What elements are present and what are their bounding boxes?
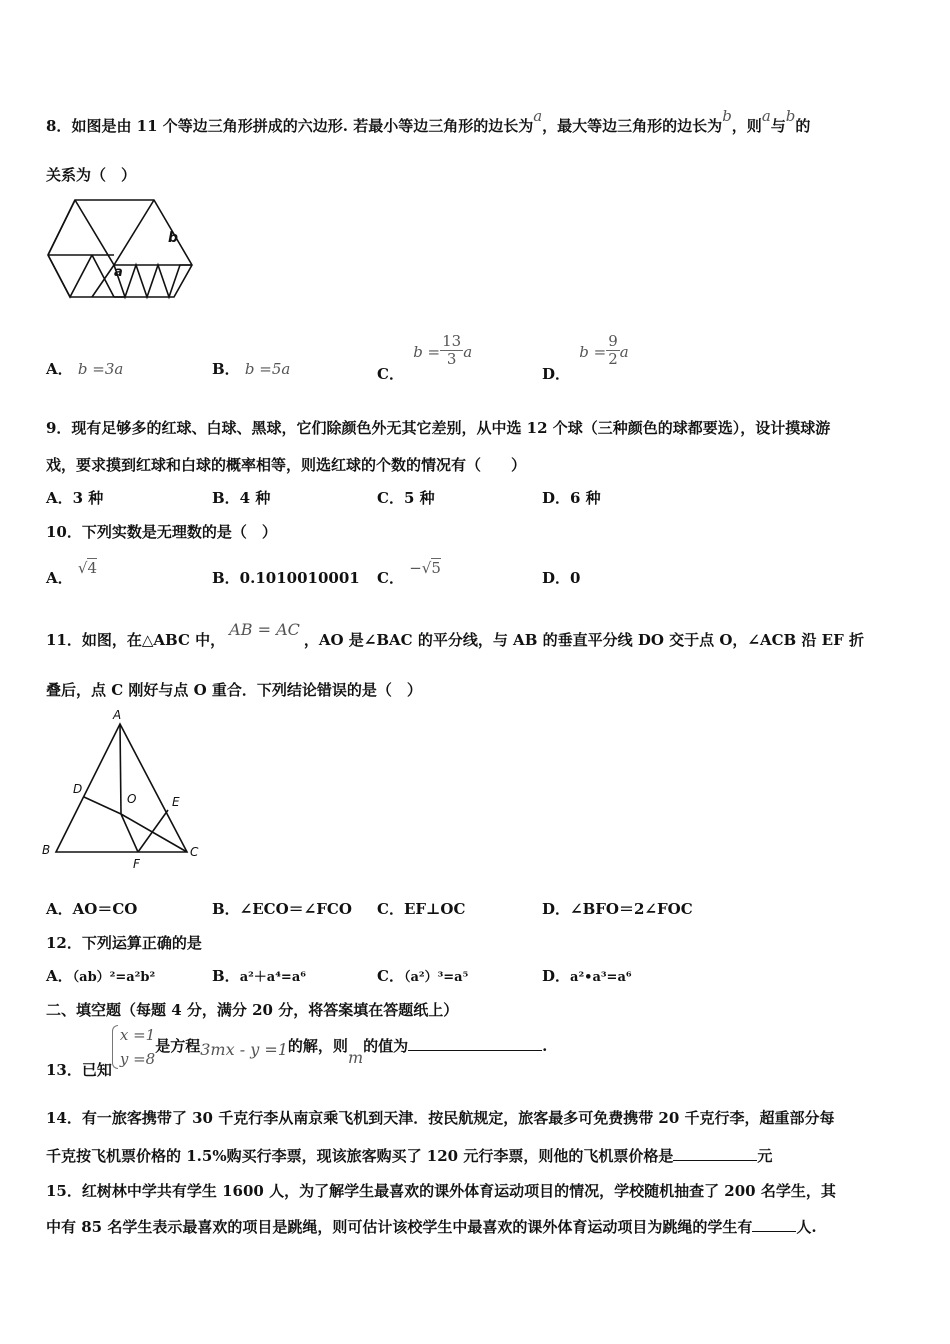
var-a: a (533, 107, 543, 125)
q9-option-c[interactable]: C．5 种 (377, 489, 435, 507)
q10-option-c[interactable]: C． −√5 (377, 559, 441, 587)
q11-option-d[interactable]: D．∠BFO＝2∠FOC (542, 900, 693, 918)
q10-option-a[interactable]: A． √4 (46, 559, 97, 587)
q8-option-a[interactable]: A． b =3a (46, 360, 124, 378)
q12-option-b[interactable]: B．a²＋a⁴=a⁶ (212, 967, 306, 985)
var-b: b (722, 107, 732, 125)
equation-system: x =1 y =8 (112, 1023, 155, 1071)
equation: 3mx - y =1 (200, 1040, 288, 1059)
triangle-figure (40, 704, 210, 874)
section-title: 二、填空题（每题 4 分，满分 20 分，将答案填在答题纸上） (46, 1001, 459, 1019)
q12-line1: 12．下列运算正确的是 (46, 934, 202, 952)
q14-line2: 千克按飞机票价格的 1.5%购买行李票，现该旅客购买了 120 元行李票，则他的飞机票价格是 元 (46, 1147, 773, 1165)
label-F: F (133, 857, 140, 871)
q15-line1: 15．红树林中学共有学生 1600 人，为了解学生最喜欢的课外体育运动项目的情况，学校随机抽查了 200 名学生，其 (46, 1182, 836, 1200)
q9-line2: 戏，要求摸到红球和白球的概率相等，则选红球的个数的情况有（ ） (46, 456, 527, 474)
answer-blank[interactable] (408, 1036, 542, 1051)
q8-option-d[interactable]: D． b = $\frac{9}{2}$ a (542, 332, 629, 383)
q8-option-b[interactable]: B． b =5a (212, 360, 291, 378)
q9-line1: 9．现有足够多的红球、白球、黑球，它们除颜色外无其它差别，从中选 12 个球（三种颜色的球都要选），设计摸球游 (46, 419, 831, 437)
q14-line1: 14．有一旅客携带了 30 千克行李从南京乘飞机到天津．按民航规定，旅客最多可免费携带 20 千克行李，超重部分每 (46, 1109, 835, 1127)
q9-option-b[interactable]: B．4 种 (212, 489, 271, 507)
hexagon-figure (44, 196, 194, 301)
q8-option-c[interactable]: C． b = $\frac{13}{3}$ a (377, 332, 473, 383)
q11-line2: 叠后，点 C 刚好与点 O 重合．下列结论错误的是（ ） (46, 681, 422, 699)
figure-label-a: a (114, 265, 123, 280)
q12-option-c[interactable]: C．（a²）³=a⁵ (377, 967, 469, 985)
sqrt-icon: √ (77, 559, 88, 577)
q9-option-a[interactable]: A．3 种 (46, 489, 104, 507)
q9-option-d[interactable]: D．6 种 (542, 489, 601, 507)
q8-line2: 关系为（ ） (46, 166, 137, 184)
label-E: E (172, 795, 180, 809)
q11-line1: 11．如图，在△ABC 中，AB = AC，AO 是∠BAC 的平分线，与 AB 的垂直平分线 DO 交于点 O，∠ACB 沿 EF 折 (46, 620, 864, 649)
label-D: D (73, 782, 83, 796)
q15-line2: 中有 85 名学生表示最喜欢的项目是跳绳，则可估计该校学生中最喜欢的课外体育运动项目为跳绳的学生有 人. (46, 1218, 817, 1236)
q10-line1: 10．下列实数是无理数的是（ ） (46, 523, 277, 541)
ab-equals-ac: AB = AC (229, 620, 300, 639)
q10-option-b[interactable]: B．0.1010010001 (212, 569, 360, 587)
label-A: A (113, 708, 122, 722)
q10-option-d[interactable]: D．0 (542, 569, 581, 587)
q12-option-d[interactable]: D．a²•a³=a⁶ (542, 967, 632, 985)
label-B: B (42, 843, 51, 857)
label-C: C (190, 845, 199, 859)
sqrt-icon: √ (421, 559, 432, 577)
q11-option-b[interactable]: B．∠ECO＝∠FCO (212, 900, 352, 918)
label-O: O (127, 792, 137, 806)
q8-line1: 8．如图是由 11 个等边三角形拼成的六边形. 若最小等边三角形的边长为a，最大等边三角形的边长为b，则a与b的 (46, 107, 811, 135)
q11-option-a[interactable]: A．AO＝CO (46, 900, 138, 918)
figure-label-b: b (168, 230, 179, 246)
q12-option-a[interactable]: A．（ab）²=a²b² (46, 967, 156, 985)
answer-blank[interactable] (673, 1146, 757, 1161)
q13-line: 13．已知 x =1 y =8 是方程3mx - y =1的解，则m的值为 . (46, 1023, 906, 1071)
q11-option-c[interactable]: C．EF⊥OC (377, 900, 466, 918)
answer-blank[interactable] (752, 1217, 796, 1232)
